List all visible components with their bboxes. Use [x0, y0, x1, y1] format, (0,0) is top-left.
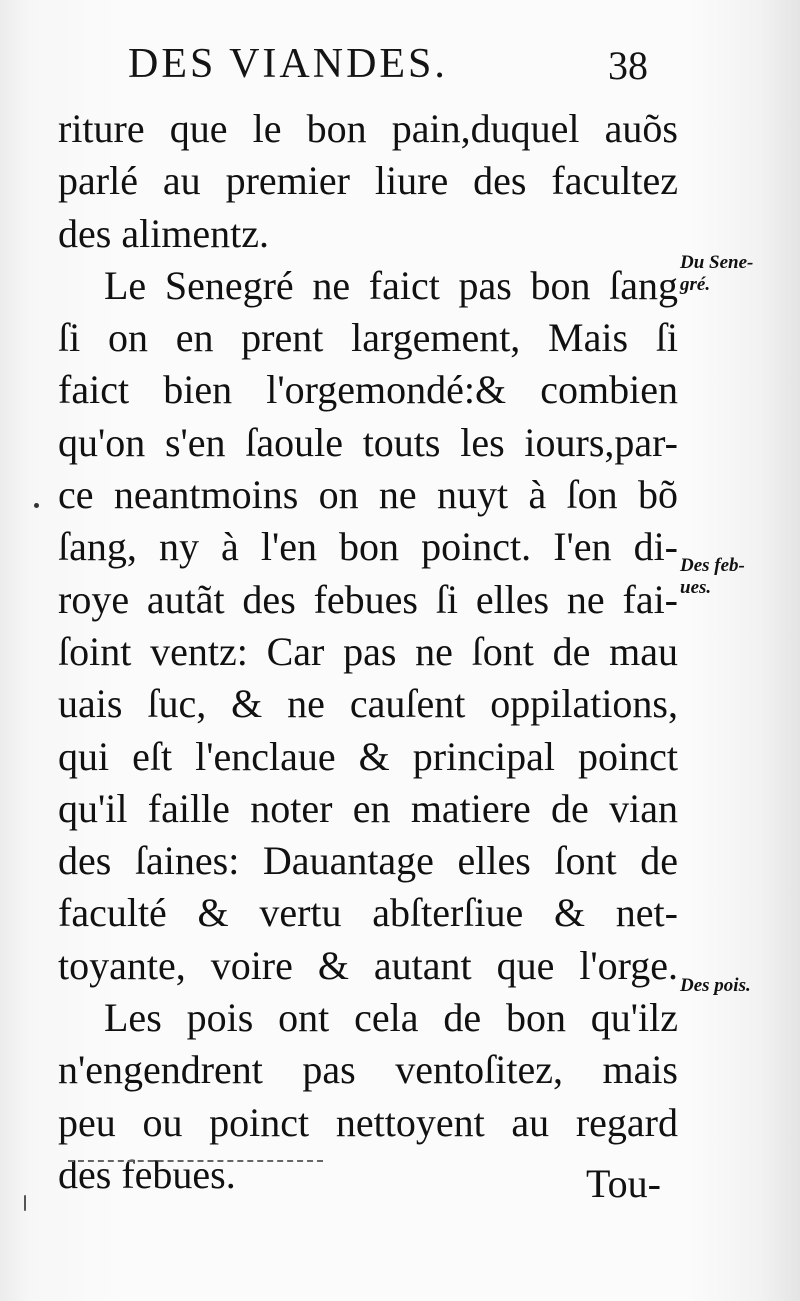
text-line: peu ou poinct nettoyent au regard — [58, 1099, 678, 1145]
text-line: des febues. — [58, 1151, 236, 1197]
text-line: qui eſt l'enclaue & principal poinct — [58, 733, 678, 779]
text-line: riture que le bon pain,duquel auõs — [58, 106, 678, 151]
text-line: roye autãt des febues ſi elles ne fai- — [58, 576, 678, 622]
text-line: ſang, ny à l'en bon poinct. I'en di- — [58, 524, 678, 570]
catchword: Tou- — [586, 1161, 661, 1206]
margin-note-pois — [680, 975, 751, 997]
ink-speck — [24, 1195, 26, 1211]
text-line: faculté & vertu abſterſiue & net- — [58, 890, 678, 936]
text-line: ſoint ventz: Car pas ne ſont de mau — [58, 628, 678, 674]
text-line: toyante, voire & autant que l'orge. — [58, 942, 678, 988]
margin-note-febues — [680, 555, 745, 599]
text-line: Les pois ont cela de bon qu'ilz — [104, 995, 678, 1041]
text-line: ſi on en prent largement, Mais ſi — [58, 315, 678, 361]
text-line: ce neantmoins on ne nuyt à ſon bõ — [58, 472, 678, 518]
margin-note-line: Des feb- — [680, 555, 745, 576]
text-line: n'engendrent pas ventoſitez, mais — [58, 1047, 678, 1093]
margin-note-line: Des pois. — [680, 975, 751, 996]
page-header — [128, 40, 668, 100]
text-line: des ſaines: Dauantage elles ſont de — [58, 838, 678, 884]
text-line: Le Senegré ne faict pas bon ſang — [104, 262, 678, 308]
page-number: 38 — [608, 43, 648, 88]
text-line: faict bien l'orgemondé:& combien — [58, 367, 678, 413]
running-title: DES VIANDES. — [128, 41, 448, 87]
text-line: parlé au premier liure des facultez — [58, 158, 678, 204]
body-text — [58, 103, 678, 1201]
margin-note-senegre — [680, 252, 753, 296]
margin-note-line: gré. — [680, 274, 711, 295]
ink-speck — [34, 503, 39, 508]
margin-note-line: ues. — [680, 577, 712, 598]
margin-note-line: Du Sene- — [680, 252, 754, 273]
decorative-rule — [68, 1160, 323, 1162]
text-line: qu'il faille noter en matiere de vian — [58, 785, 678, 831]
text-line: uais ſuc, & ne cauſent oppilations, — [58, 681, 678, 727]
text-line: qu'on s'en ſaoule touts les iours,par- — [58, 419, 678, 465]
text-line: des alimentz. — [58, 210, 270, 256]
